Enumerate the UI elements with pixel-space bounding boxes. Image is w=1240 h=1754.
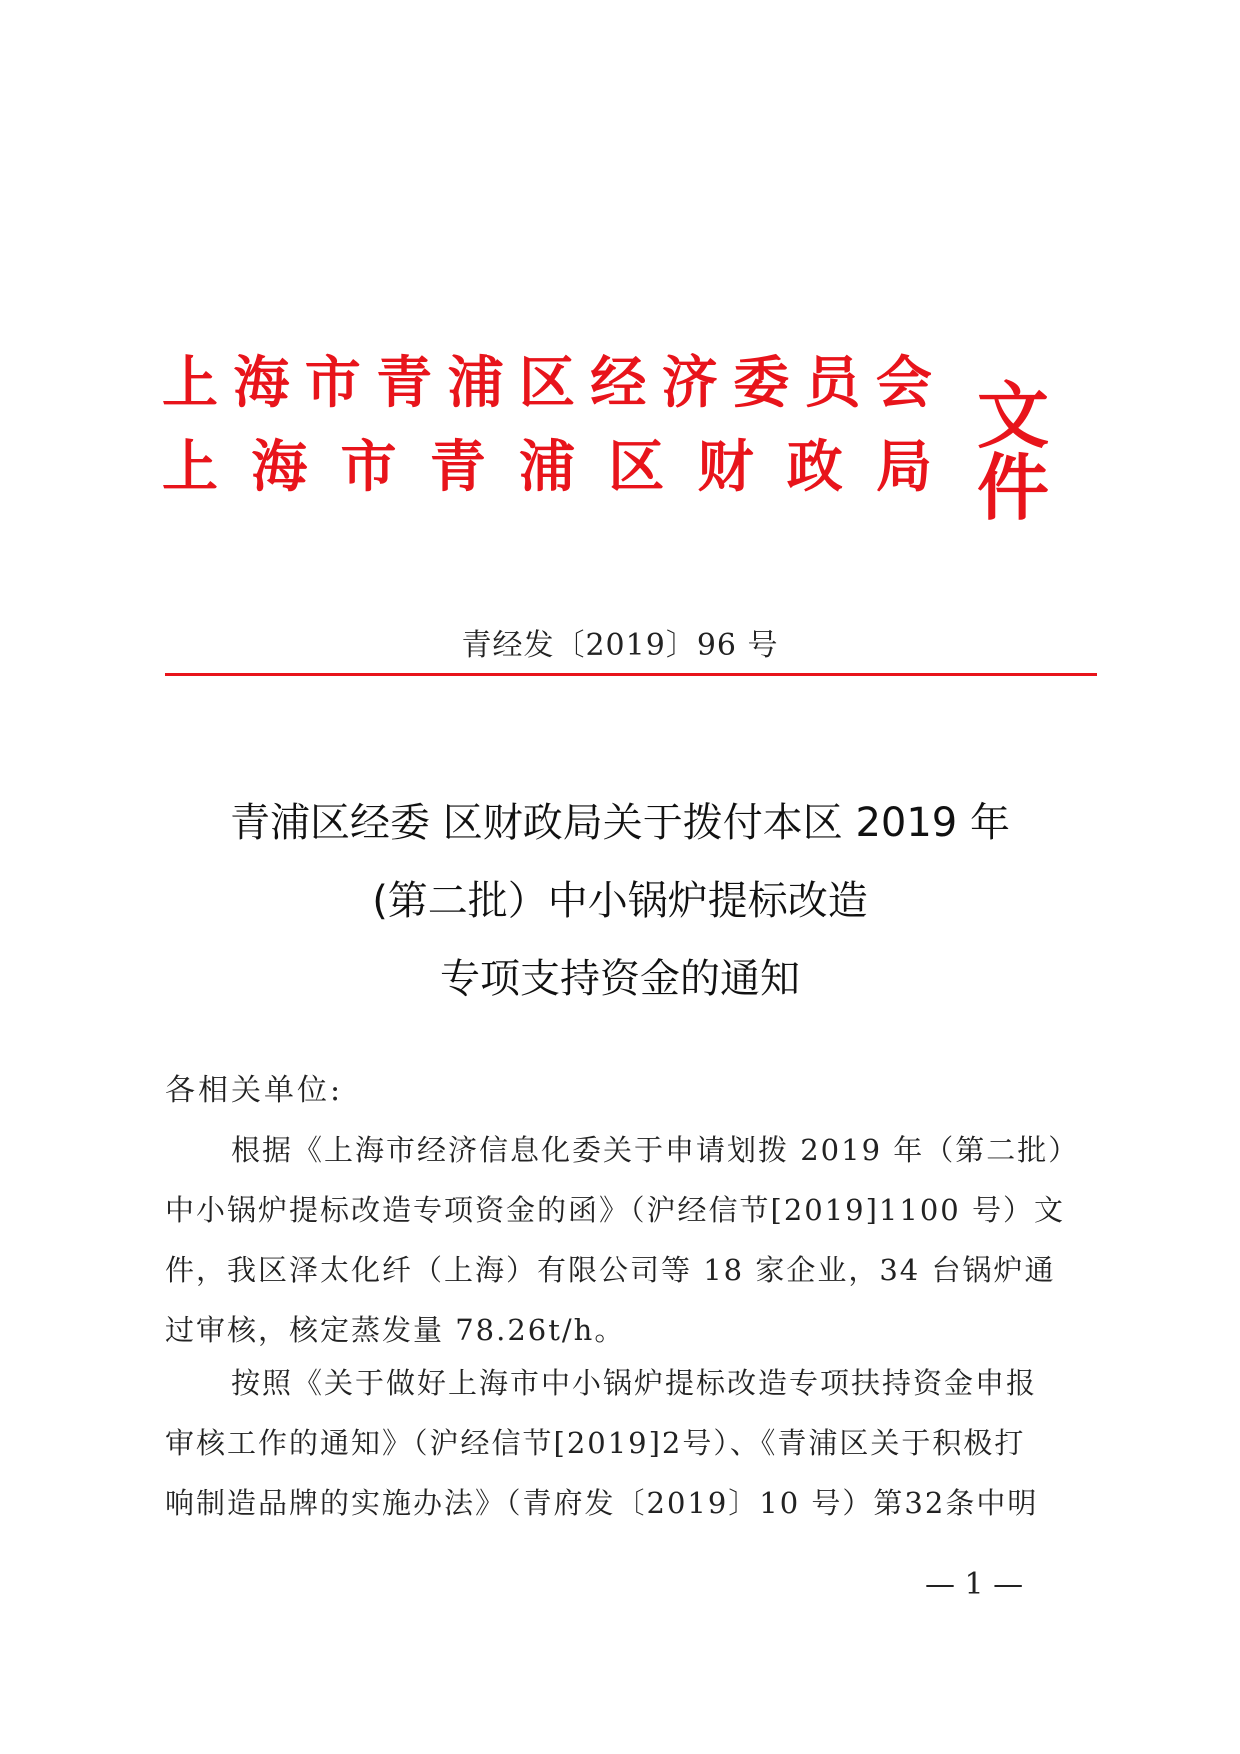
issuer-char: 上 — [162, 435, 218, 500]
paragraph-1 — [165, 1128, 1080, 1368]
issuer-char: 经 — [590, 351, 647, 416]
issuer-char: 市 — [304, 351, 361, 416]
issuer-char: 区 — [608, 435, 665, 500]
paragraph-line: 中小锅炉提标改造专项资金的函》（沪经信节[2019]1100 号）文 — [165, 1193, 1065, 1227]
document-number: 青经发〔2019〕96 号 — [461, 628, 779, 663]
issuer-char: 会 — [875, 351, 932, 416]
issuer-char: 财 — [697, 435, 754, 500]
paragraph-line: 过审核，核定蒸发量 78.26t/h。 — [165, 1313, 626, 1347]
issuer-char: 浦 — [447, 351, 504, 416]
paragraph-line: 件，我区泽太化纤（上海）有限公司等 18 家企业，34 台锅炉通 — [165, 1253, 1056, 1287]
issuer-char: 员 — [804, 351, 861, 416]
issuer-char: 上 — [162, 351, 218, 416]
issuer-char: 海 — [233, 351, 290, 416]
issuer-char: 区 — [518, 351, 575, 416]
red-divider-line — [165, 673, 1097, 676]
issuer-header — [162, 348, 1102, 530]
issuer-char: 政 — [786, 435, 843, 500]
issuer-char: 市 — [340, 435, 397, 500]
issuer-char: 海 — [251, 435, 308, 500]
title-line: 专项支持资金的通知 — [440, 956, 800, 1002]
page-number: — 1 — — [925, 1567, 1024, 1602]
issuer-char: 青 — [376, 351, 433, 416]
issuer-char: 局 — [876, 435, 932, 500]
paragraph-line: 响制造品牌的实施办法》（青府发〔2019〕10 号）第32条中明 — [165, 1486, 1039, 1520]
paragraph-line: 按照《关于做好上海市中小锅炉提标改造专项扶持资金申报 — [231, 1366, 1038, 1400]
issuer-char: 青 — [429, 435, 486, 500]
document-title — [0, 784, 1240, 1018]
document-word: 文件 — [977, 374, 1046, 530]
issuer-char: 委 — [733, 351, 790, 416]
paragraph-line: 审核工作的通知》（沪经信节[2019]2号）、《青浦区关于积极打 — [165, 1426, 1026, 1460]
paragraph-2 — [165, 1361, 1075, 1541]
issuer-char: 济 — [661, 351, 718, 416]
issuer-line-finance-bureau — [162, 432, 932, 504]
title-line: 青浦区经委 区财政局关于拨付本区 2019 年 — [230, 800, 1010, 846]
issuer-line-economic-committee — [162, 348, 932, 420]
paragraph-line: 根据《上海市经济信息化委关于申请划拨 2019 年（第二批） — [231, 1133, 1080, 1167]
salutation: 各相关单位: — [165, 1073, 344, 1108]
title-line: (第二批）中小锅炉提标改造 — [372, 878, 868, 924]
issuer-char: 浦 — [519, 435, 575, 500]
